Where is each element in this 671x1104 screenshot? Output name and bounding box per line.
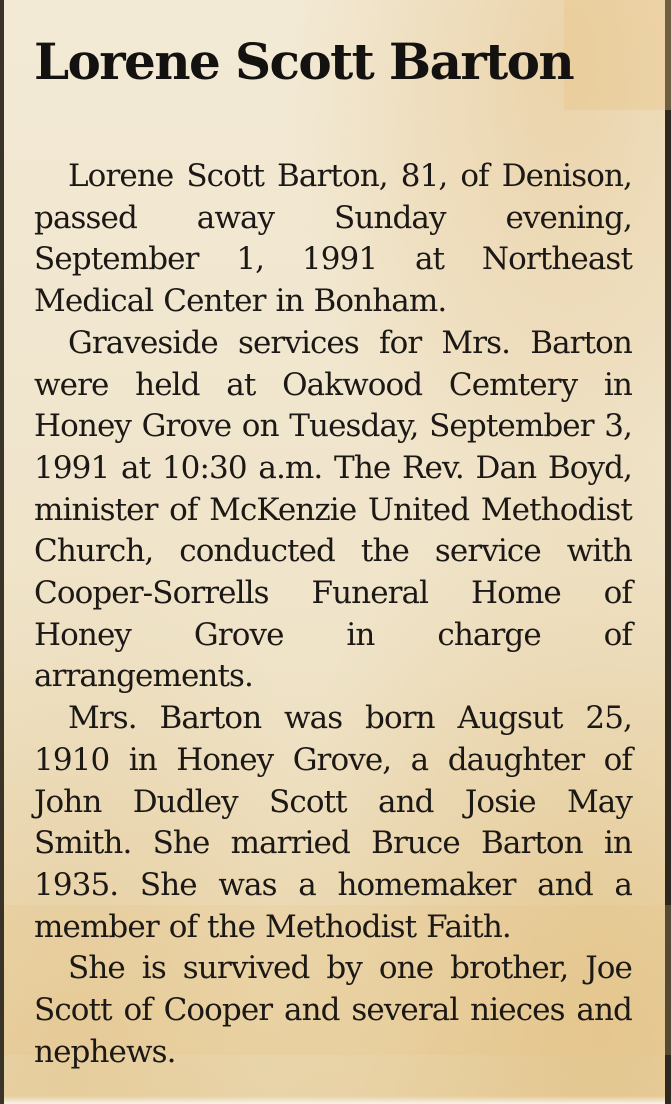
paragraph-1: Lorene Scott Barton, 81, of Denison, passed away Sunday evening, September 1, 1991 at Northeast Medical Center in Bonham. xyxy=(34,158,632,320)
tape-stain-top xyxy=(564,0,671,110)
obituary-title: Lorene Scott Barton xyxy=(34,32,574,91)
torn-bottom-edge xyxy=(4,1096,665,1104)
paragraph-3: Mrs. Barton was born Augsut 25, 1910 in Honey Grove, a daughter of John Dudley Scott and Josie May Smith. She married Bruce Barton in 1935. She was a homemaker and a member of the Methodist Faith. xyxy=(34,700,632,945)
obituary-body xyxy=(34,156,632,1073)
paragraph-4: She is survived by one brother, Joe Scott of Cooper and several nieces and nephews. xyxy=(34,950,632,1070)
paragraph-2: Graveside services for Mrs. Barton were held at Oakwood Cemtery in Honey Grove on Tuesday, September 3, 1991 at 10:30 a.m. The Rev. Dan Boyd, minister of McKenzie United Methodist Church, conducted the service with Cooper-Sorrells Funeral Home of Honey Grove in charge of arrangements. xyxy=(34,324,632,695)
